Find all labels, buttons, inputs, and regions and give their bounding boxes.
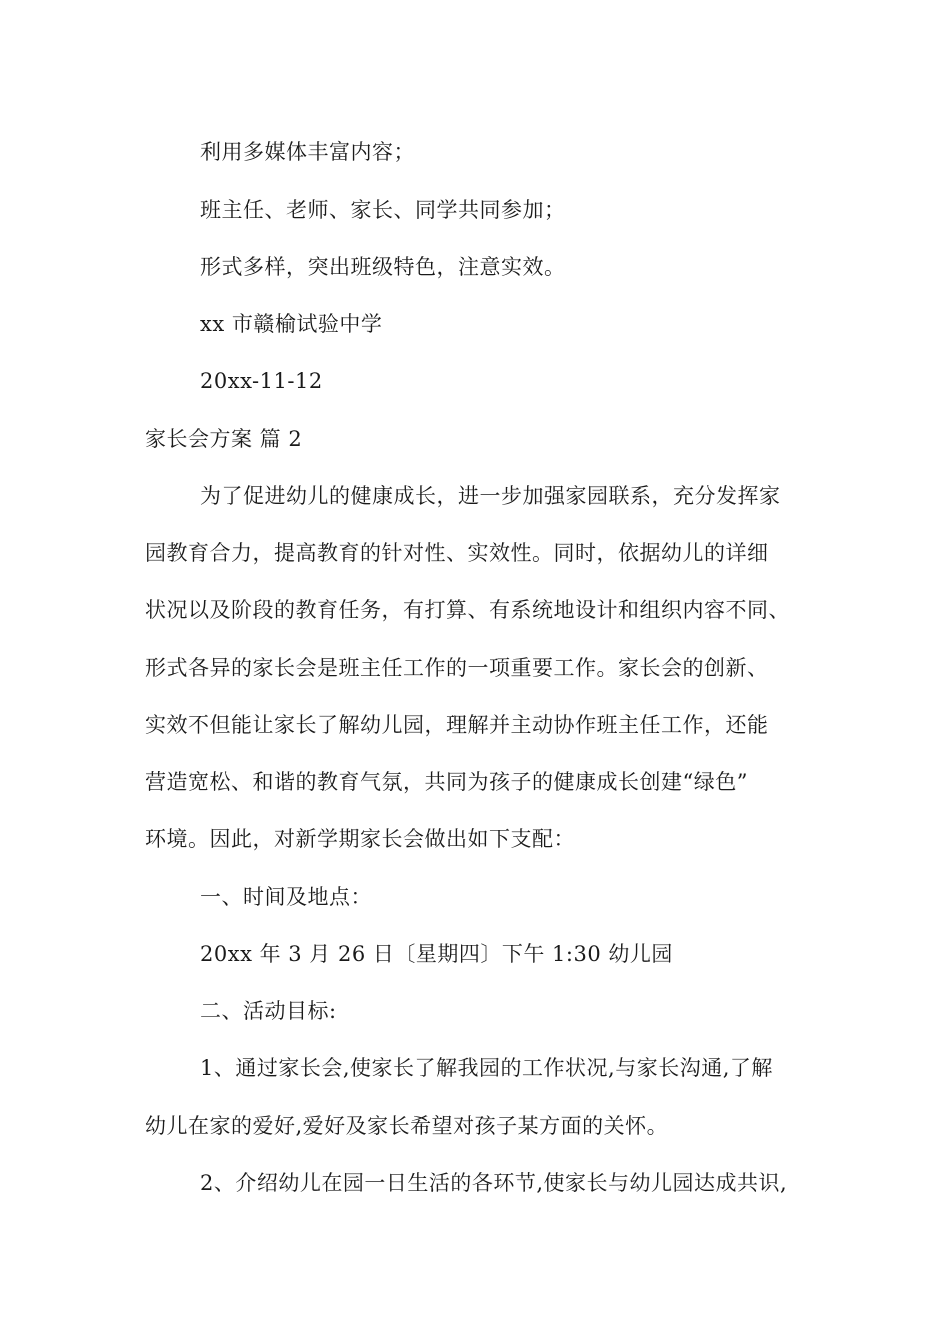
text-line: 实效不但能让家长了解幼儿园，理解并主动协作班主任工作，还能 [145,713,769,737]
subheading: 二、活动目标: [200,999,337,1023]
school-name: xx 市赣榆试验中学 [200,312,383,336]
text-line: 2、介绍幼儿在园一日生活的各环节,使家长与幼儿园达成共识, [200,1171,788,1195]
text-line: 环境。因此，对新学期家长会做出如下支配： [145,827,575,851]
text-line: 园教育合力，提高教育的针对性、实效性。同时，依据幼儿的详细 [145,541,769,565]
text-line: 利用多媒体丰富内容； [200,140,415,164]
section-heading: 家长会方案 篇 2 [145,427,303,451]
text-line: 20xx 年 3 月 26 日〔星期四〕下午 1:30 幼儿园 [200,942,673,966]
document-date: 20xx-11-12 [200,369,323,393]
text-line: 形式各异的家长会是班主任工作的一项重要工作。家长会的创新、 [145,656,769,680]
subheading: 一、时间及地点： [200,885,372,909]
text-line: 班主任、老师、家长、同学共同参加； [200,198,566,222]
text-line: 幼儿在家的爱好,爱好及家长希望对孩子某方面的关怀。 [145,1114,669,1138]
text-line: 营造宽松、和谐的教育气氛，共同为孩子的健康成长创建“绿色” [145,770,748,794]
text-line: 1、通过家长会,使家长了解我园的工作状况,与家长沟通,了解 [200,1056,773,1080]
text-line: 为了促进幼儿的健康成长，进一步加强家园联系，充分发挥家 [200,484,781,508]
text-line: 状况以及阶段的教育任务，有打算、有系统地设计和组织内容不同、 [145,598,790,622]
text-line: 形式多样，突出班级特色，注意实效。 [200,255,566,279]
